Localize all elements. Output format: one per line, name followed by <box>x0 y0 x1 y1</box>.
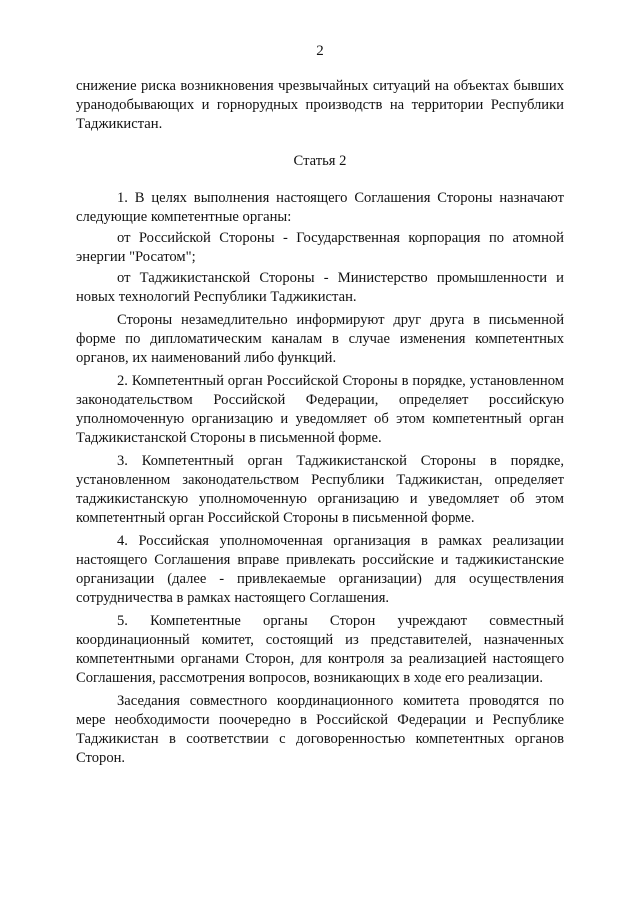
paragraph-meetings: Заседания совместного координационного комитета проводятся по мере необходимости поочередно в Российской Федерации и Республике Таджикистан в соответствии с договоренностью компетентных органов Сторон. <box>76 693 564 766</box>
document-body <box>76 77 564 768</box>
article-heading: Статья 2 <box>293 153 347 169</box>
paragraph-3: 3. Компетентный орган Таджикистанской Стороны в порядке, установленном законодательством Республики Таджикистан, определяет таджикистанскую уполномоченную организацию и уведомляет об этом компетентный орган Российской Стороны в письменной форме. <box>76 453 564 526</box>
paragraph-tajik-side: от Таджикистанской Стороны - Министерство промышленности и новых технологий Республики Таджикистан. <box>76 270 564 305</box>
paragraph-2: 2. Компетентный орган Российской Стороны в порядке, установленном законодательством Российской Федерации, определяет российскую уполномоченную организацию и уведомляет об этом компетентный орган Таджикистанской Стороны в письменной форме. <box>76 373 564 446</box>
page-number: 2 <box>316 43 324 59</box>
paragraph-russian-side: от Российской Стороны - Государственная корпорация по атомной энергии "Росатом"; <box>76 230 564 265</box>
paragraph-4: 4. Российская уполномоченная организация в рамках реализации настоящего Соглашения вправе привлекать российские и таджикистанские организации (далее - привлекаемые организации) для осуществления сотрудничества в рамках настоящего Соглашения. <box>76 533 564 606</box>
paragraph-1: 1. В целях выполнения настоящего Соглашения Стороны назначают следующие компетентные органы: <box>76 190 564 225</box>
paragraph-notification: Стороны незамедлительно информируют друг друга в письменной форме по дипломатическим каналам в случае изменения компетентных органов, их наименований либо функций. <box>76 312 564 366</box>
paragraph-5: 5. Компетентные органы Сторон учреждают совместный координационный комитет, состоящий из представителей, назначенных компетентными органами Сторон, для контроля за реализацией настоящего Соглашения, рассмотрения вопросов, возникающих в ходе его реализации. <box>76 613 564 686</box>
paragraph-continuation: снижение риска возникновения чрезвычайных ситуаций на объектах бывших уранодобывающих и горнорудных производств на территории Республики Таджикистан. <box>76 78 564 132</box>
